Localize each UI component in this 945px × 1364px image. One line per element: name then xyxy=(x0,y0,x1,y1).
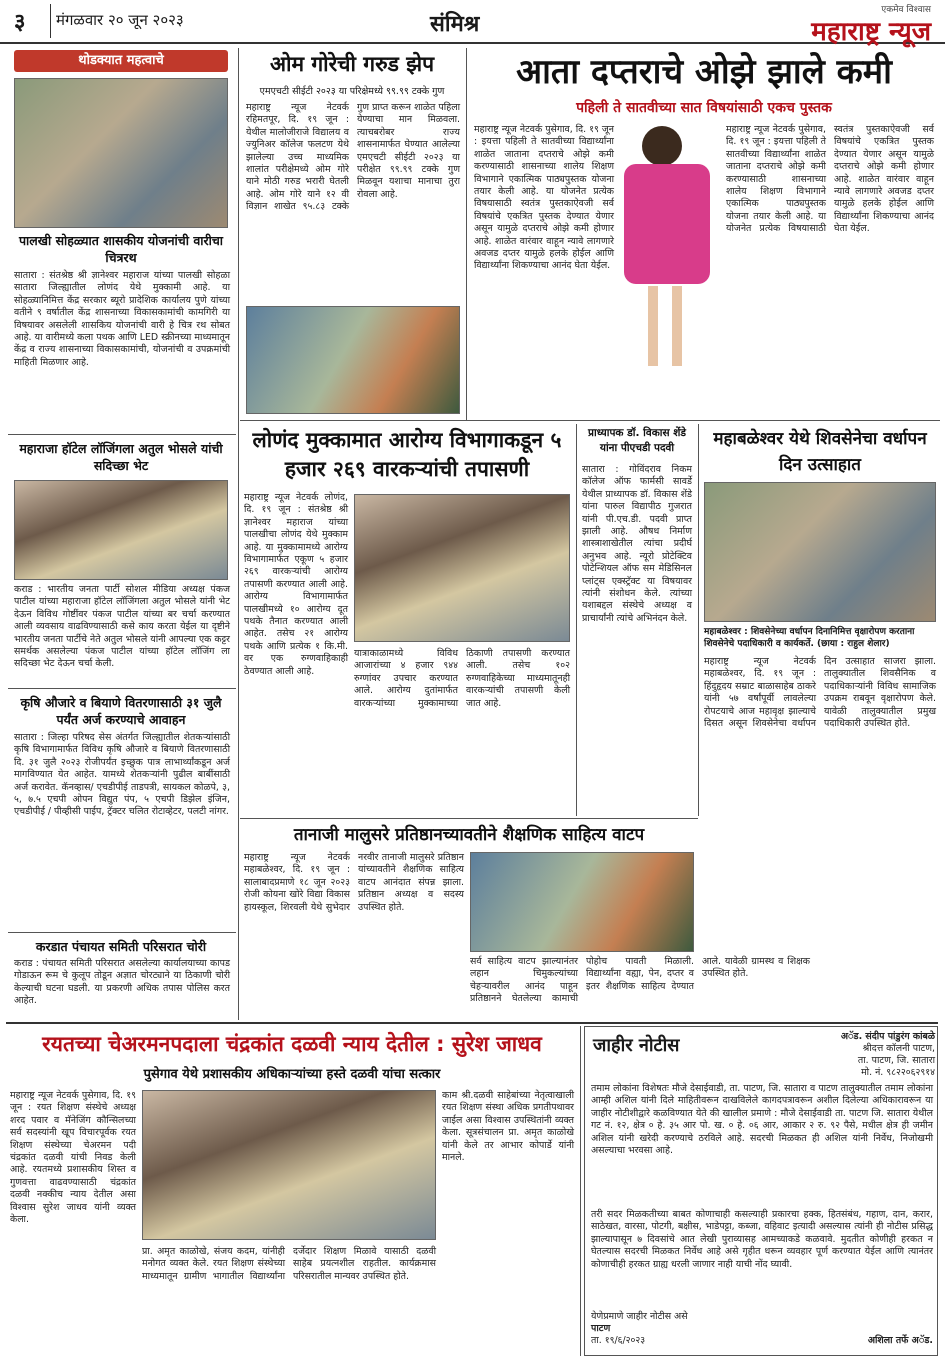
rayat-photo xyxy=(142,1090,436,1240)
school-bag-body-cont: महाराष्ट्र न्यूज नेटवर्क पुसेगाव, दि. १९ जून : इयत्ता पहिली ते सातवीच्या विद्यार्थ्यांना शाळेत जाताना दप्तराचे ओझे कमी करण्यासाठी शासनाच्या शालेय शिक्षण विभागाने एकात्मिक पाठ्यपुस्तक योजना तयार केली आहे. या योजनेत प्रत्येक विषयासाठी स्वतंत्र पुस्तकाऐवजी सर्व विषयांचे एकत्रित पुस्तक देण्यात येणार असून यामुळे दप्तराचे ओझे कमी होणार आहे. शाळेत वारंवार वाहून न्यावे लागणारे अवजड दप्तर यामुळे हलके होईल आणि विद्यार्थ्यांना शिकण्याचा आनंद घेता येईल. xyxy=(726,124,934,235)
rayat-subheadline: पुसेगाव येथे प्रशासकीय अधिकाऱ्यांच्या हस्ते दळवी यांचा सत्कार xyxy=(143,1067,441,1082)
rayat-body-3: काम श्री.दळवी साहेबांच्या नेतृत्वाखाली रयत शिक्षण संस्था अधिक प्रगतीपथावर जाईल असा विश्वास उपस्थितांनी व्यक्त केला. सूत्रसंचालन प्रा. अमृत काळोखे यांनी केले तर आभार कोपार्डे यांनी मानले. xyxy=(442,1090,574,1164)
story1-headline: पालखी सोहळ्यात शासकीय योजनांची वारीचा चित्ररथ xyxy=(18,233,224,265)
tanaji-body-2: सर्व साहित्य वाटप झाल्यानंतर लहान चिमुकल्यांच्या चेहऱ्यावरील आनंद पाहून प्रतिष्ठानने घेतलेल्या कामाची पोहोच पावती मिळाली. विद्यार्थ्यांना वह्या, पेन, दप्तर व इतर शैक्षणिक साहित्य देण्यात आले. यावेळी ग्रामस्थ व शिक्षक उपस्थित होते. xyxy=(470,956,810,1005)
story4-headline: करडात पंचायत समिती परिसरात चोरी xyxy=(35,939,207,954)
notice-body: तमाम लोकांना विशेषतः मौजे देसाईवाडी, ता. पाटण, जि. सातारा व पाटण तालुक्यातील तमाम लोकांना आम्ही अशिल यांनी दिले माहितीवरून दाखविलेले कागदपत्रावरून अशील दिलेल्या अधिकारावरून या जाहीर नोटीशीद्वारे कळविण्यात येते की खालील प्रमाणे : मौजे देसाईवाडी ता. पाटण जि. सातारा येथील गट नं. १२, क्षेत्र ० हे. ३५ आर पो. ख. ० हे. ०६ आर, आकार २ रु. ९२ पैसे, मधील क्षेत्र ही जमीन अशिल यांनी खरेदी करण्याचे ठरविले आहे. सदरची मिळकत ही अशिल यांनी निर्वेध, निजोखमी असल्याचा भरवसा आहे. xyxy=(591,1083,933,1157)
column-rule xyxy=(576,424,577,816)
phd-story xyxy=(580,424,694,814)
brand-logo: महाराष्ट्र न्यूज xyxy=(811,17,931,47)
phd-headline: प्राध्यापक डॉ. विकास शेंडे यांना पीएचडी पदवी xyxy=(588,427,686,454)
notice-advocate: अॅड. संदीप पांडुरंग कांबळे xyxy=(840,1031,935,1042)
masthead xyxy=(0,0,945,47)
tanaji-story xyxy=(242,822,810,1018)
left-column xyxy=(8,48,236,1018)
story4-body: कराड : पंचायत समिती परिसरात असलेल्या कार्यालयाच्या कापड गोडाऊन रूम चे कुलूप तोडून अज्ञात चोरट्याने या ठिकाणी चोरी केल्याची घटना घडली. या प्रकरणी अधिक तपास पोलिस करत आहेत. xyxy=(14,958,230,1007)
brand-tagline: एकमेव विश्वास xyxy=(881,5,931,15)
masthead-divider xyxy=(50,4,51,38)
story2-body: कराड : भारतीय जनता पार्टी सोशल मीडिया अध्यक्ष पंकज पाटील यांच्या महाराजा हॉटेल लॉजिंगला अतुल भोसले यांनी भेट देऊन विविध गोष्टींवर पंकज पाटील यांच्या बर चर्चा करण्यात आली व्यवसाय वाढविण्यासाठी कसे काय करता येईल या दृष्टीने भारतीय जनता पार्टीचे नेते अतुल भोसले यांनी आपल्या एक कट्टर समर्थक असलेल्या पंकज पाटील यांच्या हॉटेल लॉजिंग ला सदिच्छा भेट देऊन चर्चा केली. xyxy=(14,584,230,670)
hotel-visit-photo xyxy=(14,480,228,580)
brief-news-tag: थोडक्यात महत्वाचे xyxy=(14,50,228,72)
om-gore-subheadline: एमएचटी सीईटी २०२३ या परिक्षेमध्ये ९९.९९ टक्के गुण xyxy=(259,86,445,97)
notice-address1: श्रीदत्त कॉलनी पाटण, xyxy=(862,1043,935,1054)
lonand-headline: लोणंद मुक्कामात आरोग्य विभागाकडून ५ हजार २६९ वारकऱ्यांची तपासणी xyxy=(252,428,562,481)
school-bag-headline: आता दप्तराचे ओझे झाले कमी xyxy=(516,52,892,92)
palkhi-photo xyxy=(14,78,228,228)
lonand-body: महाराष्ट्र न्यूज नेटवर्क लोणंद, दि. १९ जून : संतश्रेष्ठ श्री ज्ञानेश्वर महाराज यांच्या पालखीचा लोणंद येथे मुक्काम आहे. या मुक्कामामध्ये आरोग्य विभागामार्फत एकूण ५ हजार २६९ वारकऱ्यांची आरोग्य तपासणी करण्यात आली आहे. आरोग्य विभागामार्फत पालखीमध्ये १० आरोग्य दूत पथके तैनात करण्यात आली आहेत. तसेच २१ आरोग्य पथके आणि प्रत्येक १ कि.मी. वर एक रुग्णवाहिकाही ठेवण्यात आली आहे. xyxy=(244,492,348,677)
notice-body-2: तरी सदर मिळकतीच्या बाबत कोणाचाही कसल्याही प्रकारचा हक्क, हितसंबंध, गहाण, दान, करार, साठेखत, वारसा, पोटगी, बक्षीस, भाडेपट्टा, कब्जा, वहिवाट इत्यादी असल्यास त्यांनी ही नोटीस प्रसिद्ध झाल्यापासून ७ दिवसांचे आत लेखी पुराव्यासह आमच्याकडे कळवावे. मुदतीत कोणीही हरकत न घेतल्यास सदरची मिळकत निर्वेध आहे असे गृहीत धरून व्यवहार पूर्ण करण्यात येईल आणि त्यानंतर कोणाचीही हरकत ग्राह्य धरली जाणार नाही याची नोंद घ्यावी. xyxy=(591,1209,933,1270)
lonand-health-story xyxy=(242,424,572,814)
issue-date: मंगळवार २० जून २०२३ xyxy=(56,11,184,29)
shivsena-headline: महाबळेश्वर येथे शिवसेनेचा वर्धापन दिन उत्साहात xyxy=(713,429,927,475)
notice-place: पाटण xyxy=(591,1323,611,1334)
divider xyxy=(8,932,236,933)
column-rule xyxy=(698,424,699,816)
shivsena-photo xyxy=(704,482,936,622)
tanaji-headline: तानाजी मालुसरे प्रतिष्ठानच्यावतीने शैक्षणिक साहित्य वाटप xyxy=(293,825,645,845)
om-gore-photo xyxy=(246,306,460,414)
school-bag-body: महाराष्ट्र न्यूज नेटवर्क पुसेगाव, दि. १९ जून : इयत्ता पहिली ते सातवीच्या विद्यार्थ्यांना शाळेत जाताना दप्तराचे ओझे कमी करण्यासाठी शासनाच्या शालेय शिक्षण विभागाने एकात्मिक पाठ्यपुस्तक योजना तयार केली आहे. या योजनेत प्रत्येक विषयासाठी स्वतंत्र पुस्तकाऐवजी सर्व विषयांचे एकत्रित पुस्तक देण्यात येणार असून यामुळे दप्तराचे ओझे कमी होणार आहे. शाळेत वारंवार वाहून न्यावे लागणारे अवजड दप्तर यामुळे हलके होईल आणि विद्यार्थ्यांना शिकण्याचा आनंद घेता येईल. xyxy=(474,124,614,272)
shivsena-story xyxy=(702,424,938,1014)
tanaji-body: महाराष्ट्र न्यूज नेटवर्क महाबळेश्वर, दि. १९ जून : सालाबादप्रमाणे १८ जून २०२३ रोजी कोयना खोरे विद्या विकास हायस्कूल, शिरवली येथे सुभेदार नरवीर तानाजी मालुसरे प्रतिष्ठान यांच्यावतीने शैक्षणिक साहित्य वाटप आनंदात संपन्न झाला. प्रतिष्ठान अध्यक्ष व सदस्य उपस्थित होते. xyxy=(244,852,464,913)
lonand-body-2: यात्राकाळामध्ये विविध आजारांच्या ४ हजार ९४४ रुग्णांवर उपचार करण्यात आले. आरोग्य दुतांमार्फत वारकऱ्यांच्या मुक्कामाच्या ठिकाणी तपासणी करण्यात आली. तसेच १०२ रुग्णवाहिकेच्या माध्यमातूनही वारकऱ्यांची तपासणी केली जात आहे. xyxy=(354,648,570,709)
notice-address2: ता. पाटण, जि. सातारा xyxy=(857,1055,935,1066)
divider xyxy=(240,818,698,819)
rayat-story xyxy=(8,1026,576,1356)
om-gore-headline: ओम गोरेची गरुड झेप xyxy=(269,52,435,76)
om-gore-story xyxy=(242,48,462,418)
rayat-body-2: प्रा. अमृत काळोखे, संजय कदम, यांनीही मनोगत व्यक्त केले. रयत शिक्षण संस्थेच्या माध्यमातून ग्रामीण भागातील विद्यार्थ्यांना दर्जेदार शिक्षण मिळावे यासाठी दळवी साहेब प्रयत्नशील राहतील. कार्यक्रमास परिसरातील मान्यवर उपस्थित होते. xyxy=(142,1246,436,1282)
section-title: संमिश्र xyxy=(430,11,480,37)
notice-signature: अशिला तर्फे अॅड. xyxy=(867,1335,933,1346)
page-number: ३ xyxy=(14,9,26,35)
notice-date: ता. १९/६/२०२३ xyxy=(591,1335,646,1346)
divider xyxy=(8,688,236,689)
tanaji-photo xyxy=(470,852,694,952)
rayat-body: महाराष्ट्र न्यूज नेटवर्क पुसेगाव, दि. १९ जून : रयत शिक्षण संस्थेचे अध्यक्ष शरद पवार व मॅनेजिंग कौन्सिलच्या सर्व सदस्यांनी खूप विचारपूर्वक रयत शिक्षण संस्थेच्या चेअरमन पदी चंद्रकांत दळवी यांची निवड केली आहे. रयतमध्ये प्रशासकीय शिस्त व गुणवत्ता वाढवण्यासाठी चंद्रकांत दळवी नक्कीच न्याय देतील असा विश्वास सुरेश जाधव यांनी व्यक्त केला. xyxy=(10,1090,136,1226)
notice-sign-line: येणेप्रमाणे जाहीर नोटीस असे xyxy=(591,1311,688,1322)
divider xyxy=(6,1022,938,1024)
phd-body: सातारा : गोविंदराव निकम कॉलेज ऑफ फार्मसी सावर्डे येथील प्राध्यापक डॉ. विकास शेंडे यांना पारुल विद्यापीठ गुजरात यांनी पी.एच.डी. पदवी प्राप्त झाली आहे. औषध निर्माण शास्त्राशाखेतील त्यांचा प्रदीर्घ अनुभव आहे. न्यूरो प्रोटेक्टिव पोटेन्शियल ऑफ सम मेडिसिनल प्लांट्स एक्स्ट्रॅक्ट या विषयावर त्यांनी संशोधन केले. त्यांच्या यशाबद्दल संस्थेचे अध्यक्ष व प्राचार्यांनी त्यांचे अभिनंदन केले. xyxy=(582,464,692,624)
shivsena-caption: महाबळेश्वर : शिवसेनेच्या वर्धापन दिनानिमित्त वृक्षारोपण करताना शिवसेनेचे पदाधिकारी व कार्यकर्ते. (छाया : राहुल शेलार) xyxy=(704,627,915,649)
shivsena-body: महाराष्ट्र न्यूज नेटवर्क महाबळेश्वर, दि. १९ जून : हिंदुहृदय सम्राट बाळासाहेब ठाकरे यांनी ५७ वर्षांपूर्वी लावलेल्या रोपटयाचे आज महावृक्ष झाल्याचे दिसत असून शिवसेनेचा वर्धापन दिन उत्साहात साजरा झाला. तालुक्यातील शिवसैनिक व पदाधिकाऱ्यांनी विविध सामाजिक उपक्रम राबवून वृक्षारोपण केले. यावेळी तालुक्यातील प्रमुख पदाधिकारी उपस्थित होते. xyxy=(704,656,936,730)
column-rule xyxy=(238,48,239,1020)
column-rule xyxy=(580,1026,581,1356)
public-notice xyxy=(584,1026,938,1356)
divider xyxy=(8,434,236,435)
notice-title: जाहीर नोटीस xyxy=(593,1035,680,1056)
column-rule xyxy=(466,48,467,420)
lonand-photo xyxy=(354,494,570,642)
om-gore-body: महाराष्ट्र न्यूज नेटवर्क रहिमतपूर, दि. १९ जून : येथील मालोजीराजे विद्यालय व ज्युनिअर कॉलेज फलटण येथे झालेल्या उच्च माध्यमिक शालांत परीक्षेमध्ये ओम गोरे याने मोठी गरुड भरारी घेतली आहे. ओम गोरे याने १२ वी विज्ञान शाखेत ९५.८३ टक्के गुण प्राप्त करून शाळेत पहिला येण्याचा मान मिळवला. त्याचबरोबर राज्य शासनामार्फत घेण्यात आलेल्या एमएचटी सीईटी २०२३ या परीक्षेत ९९.९९ टक्के गुण मिळवून यशाचा मानाचा तुरा रोवला आहे. xyxy=(246,102,460,213)
rayat-headline: रयतच्या चेअरमनपदाला चंद्रकांत दळवी न्याय देतील : सुरेश जाधव xyxy=(42,1032,542,1056)
child-with-bag-image xyxy=(620,126,720,376)
notice-mobile: मो. नं. ९८२२०६२९१४ xyxy=(861,1067,935,1078)
school-bag-story xyxy=(470,48,938,418)
divider xyxy=(240,420,940,421)
story3-body: सातारा : जिल्हा परिषद सेस अंतर्गत जिल्ह्यातील शेतकऱ्यांसाठी कृषि विभागामार्फत विविध कृषि औजारे व बियाणे वितरणासाठी दि. ३१ जुलै २०२३ रोजीपर्यंत इच्छुक पात्र लाभार्थ्यांकडून अर्ज मागविण्यात येत आहेत. यामध्ये शेतकऱ्यांनी पुढील बाबींसाठी अर्ज करावेत. कॅनव्हास/ एचडीपीई ताडपत्री, सायकल कोळपे, ३, ५, ७.५ एचपी ओपन विद्युत पंप, ५ एचपी डिझेल इंजिन, एचडीपीई / पीव्हीसी पाईप, ट्रॅक्टर चलित रोटाव्हेटर, पलटी नांगर. xyxy=(14,732,230,818)
school-bag-subheadline: पहिली ते सातवीच्या सात विषयांसाठी एकच पुस्तक xyxy=(576,100,832,116)
story1-body: सातारा : संतश्रेष्ठ श्री ज्ञानेश्वर महाराज यांच्या पालखी सोहळा सातारा जिल्ह्यातील लोणंद येथे मुक्कामी आहे. या सोहळ्यानिमित्त केंद्र सरकार ब्यूरो प्रादेशिक कार्यालय पुणे यांच्या वतीने ९ वर्षातील केंद्र शासनाच्या विकासकामांची कामगिरी या विषयावर असलेली शासकिय योजनांची वारी हे चित्र रथ सोबत आहे. या वारीमध्ये कला पथक आणि LED स्क्रीनच्या माध्यमातून केंद्र व राज्य शासनाच्या विकासकामांची, योजनांची व उपक्रमांची माहिती मिळणार आहे. xyxy=(14,270,230,368)
story2-headline: महाराजा हॉटेल लॉजिंगला अतुल भोसले यांची सदिच्छा भेट xyxy=(19,441,223,473)
story3-headline: कृषि औजारे व बियाणे वितरणासाठी ३१ जुलै पर्यंत अर्ज करण्याचे आवाहन xyxy=(20,695,222,727)
